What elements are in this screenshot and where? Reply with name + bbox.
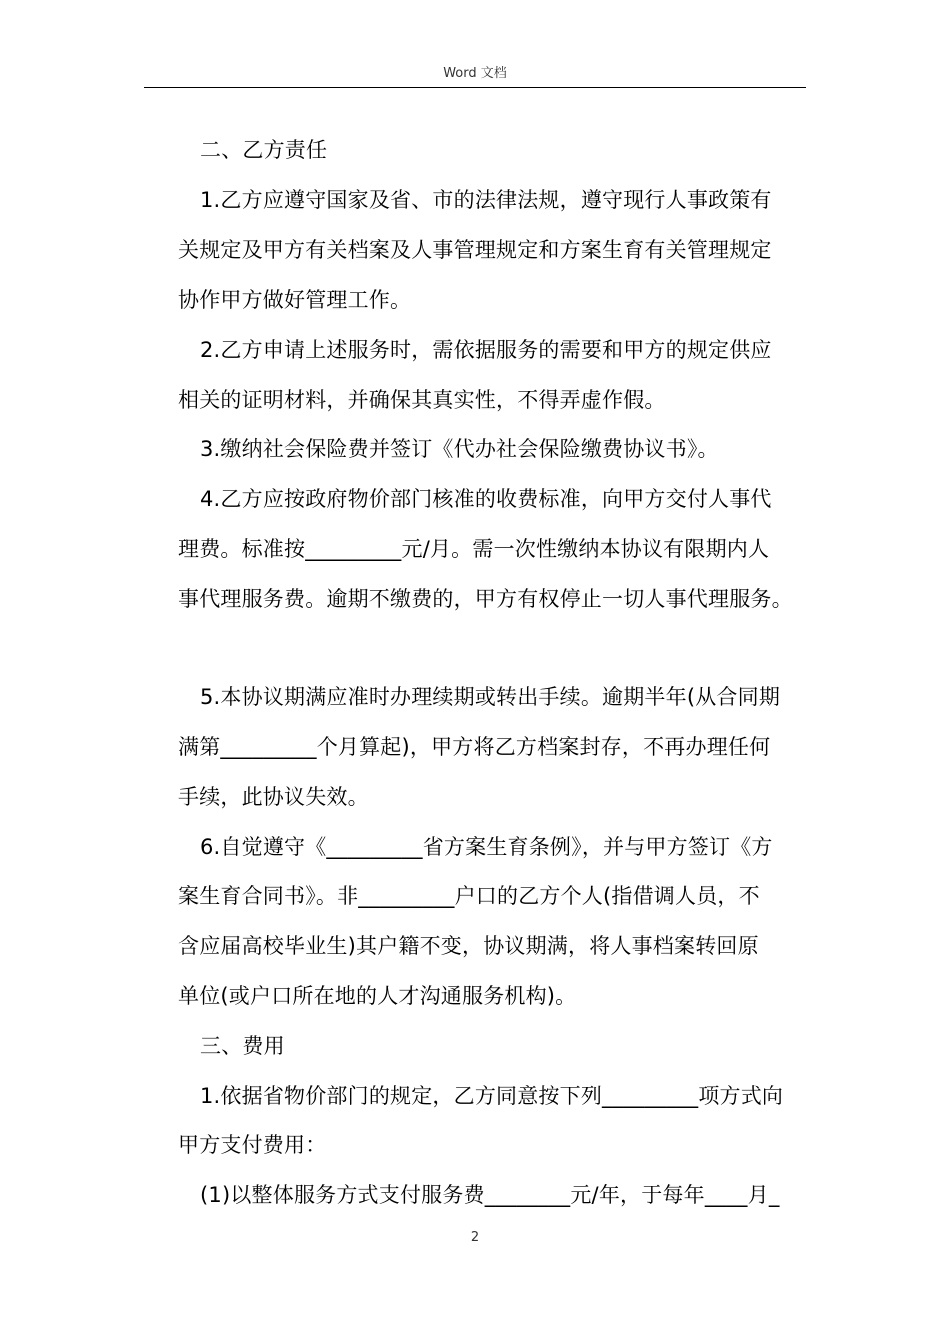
paragraph-line: 5.本协议期满应准时办理续期或转出手续。逾期半年(从合同期 — [200, 685, 781, 709]
paragraph-line: 1.依据省物价部门的规定，乙方同意按下列_________项方式向 — [200, 1084, 784, 1108]
paragraph-line: 4.乙方应按政府物价部门核准的收费标准，向甲方交付人事代 — [200, 487, 772, 511]
paragraph-line: (1)以整体服务方式支付服务费________元/年，于每年____月_ — [200, 1183, 780, 1207]
paragraph-line: 甲方支付费用： — [178, 1133, 327, 1157]
paragraph-line: 单位(或户口所在地的人才沟通服务机构)。 — [178, 984, 577, 1008]
section-heading-party-b-responsibilities: 二、乙方责任 — [200, 138, 328, 162]
paragraph-line: 案生育合同书》。非_________户口的乙方个人(指借调人员，不 — [178, 884, 760, 908]
page-number: 2 — [470, 1230, 480, 1245]
paragraph-line: 相关的证明材料，并确保其真实性，不得弄虚作假。 — [178, 388, 666, 412]
paragraph-line: 满第_________个月算起)，甲方将乙方档案封存，不再办理任何 — [178, 735, 771, 759]
paragraph-line: 协作甲方做好管理工作。 — [178, 288, 412, 312]
paragraph-line: 含应届高校毕业生)其户籍不变，协议期满，将人事档案转回原 — [178, 934, 759, 958]
paragraph-line: 2.乙方申请上述服务时，需依据服务的需要和甲方的规定供应 — [200, 338, 772, 362]
header-divider — [144, 87, 806, 88]
paragraph-line: 事代理服务费。逾期不缴费的，甲方有权停止一切人事代理服务。 — [178, 587, 793, 611]
paragraph-line: 3.缴纳社会保险费并签订《代办社会保险缴费协议书》。 — [200, 437, 719, 461]
paragraph-line: 1.乙方应遵守国家及省、市的法律法规，遵守现行人事政策有 — [200, 188, 772, 212]
paragraph-line: 关规定及甲方有关档案及人事管理规定和方案生育有关管理规定 — [178, 238, 772, 262]
paragraph-line: 6.自觉遵守《_________省方案生育条例》，并与甲方签订《方 — [200, 835, 773, 859]
paragraph-line: 手续，此协议失效。 — [178, 785, 369, 809]
paragraph-line: 理费。标准按_________元/月。需一次性缴纳本协议有限期内人 — [178, 537, 770, 561]
section-heading-fees: 三、费用 — [200, 1034, 285, 1058]
header-title: Word 文档 — [443, 66, 507, 81]
